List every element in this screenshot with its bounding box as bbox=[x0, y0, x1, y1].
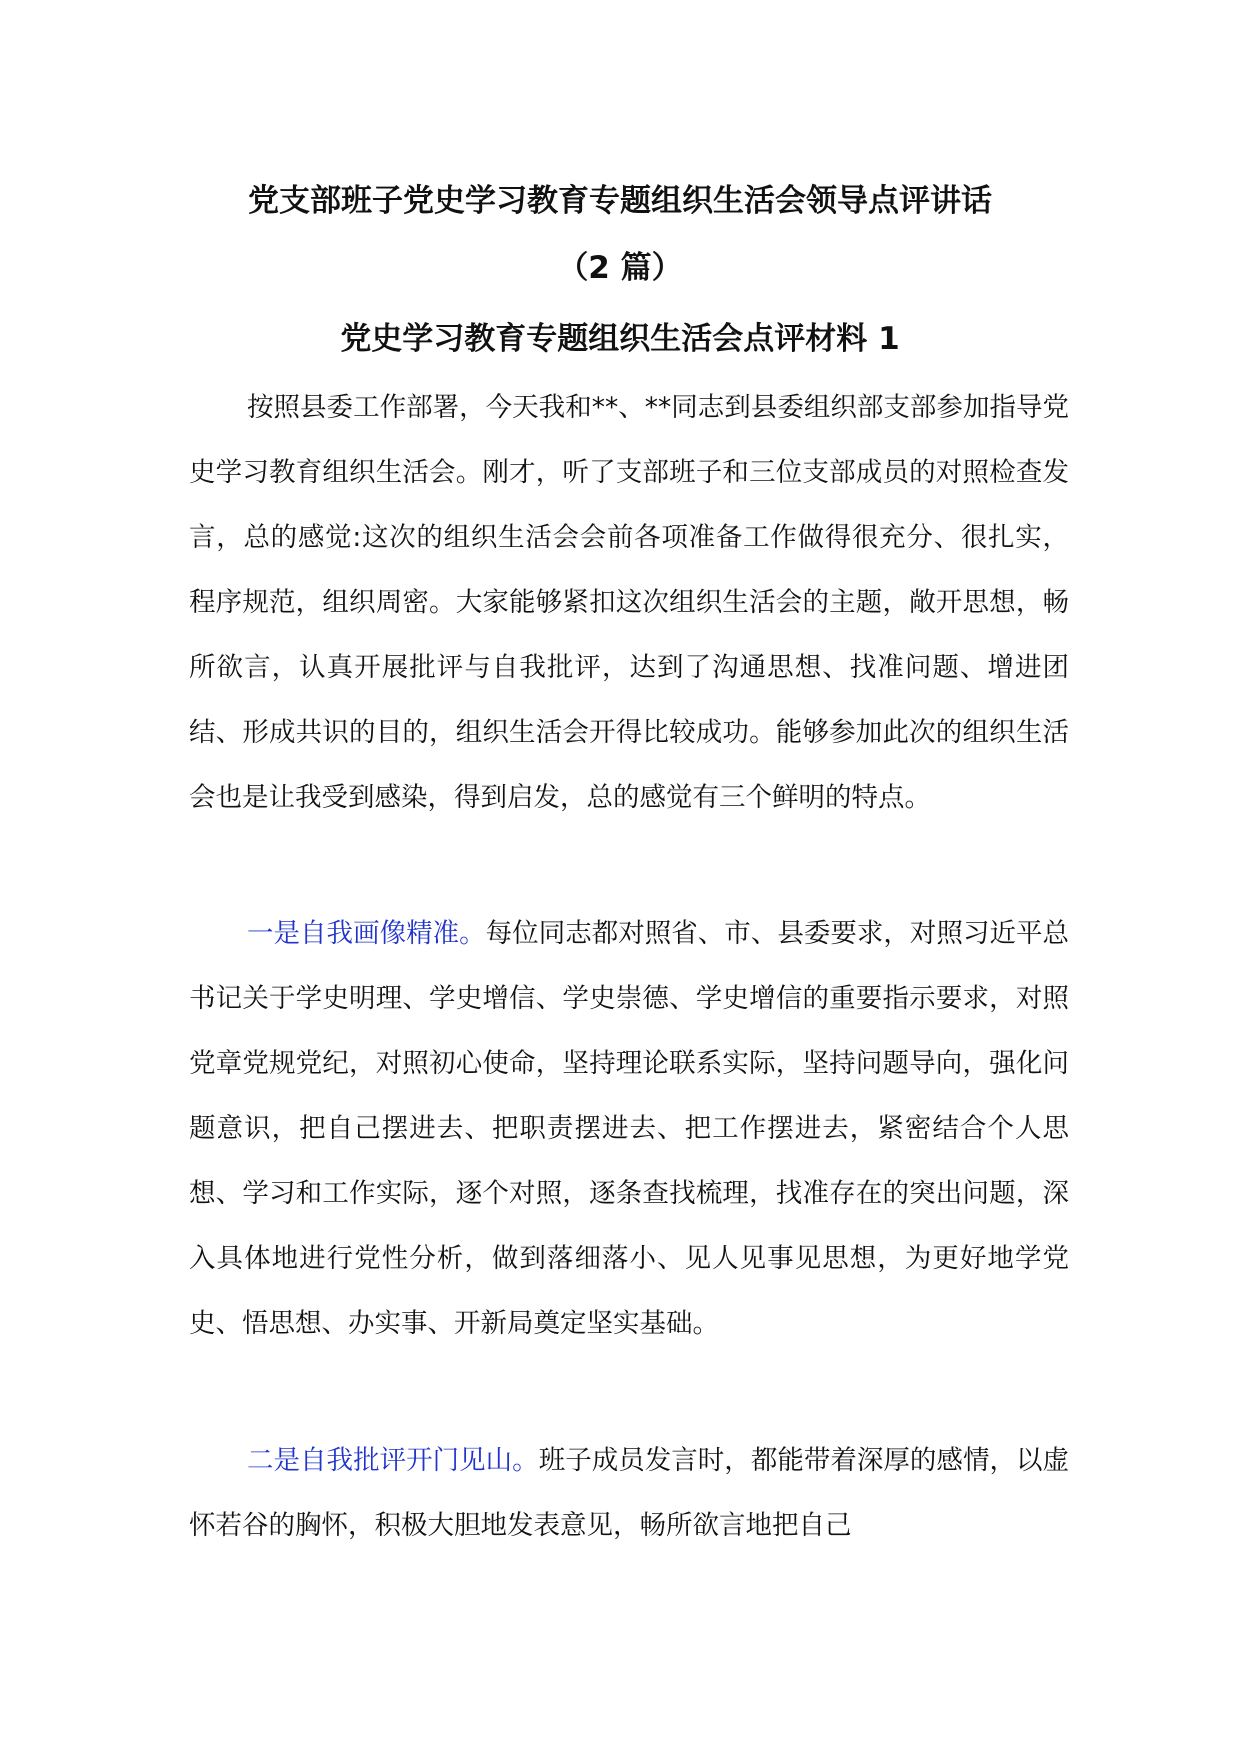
paragraph-text: 班子成员发言时，都能带着深厚的感情，以虚怀若谷的胸怀，积极大胆地发表意见，畅所欲言地把自己 bbox=[189, 1445, 1070, 1541]
paragraph-lead: 一是自我画像精准。 bbox=[247, 918, 486, 949]
document-title-count: （2 篇） bbox=[557, 250, 683, 286]
paragraph-point-2 bbox=[189, 1428, 1069, 1558]
document-subtitle: 党史学习教育专题组织生活会点评材料 1 bbox=[340, 321, 900, 357]
paragraph-text: 按照县委工作部署，今天我和**、**同志到县委组织部支部参加指导党史学习教育组织生活会。刚才，听了支部班子和三位支部成员的对照检查发言，总的感觉:这次的组织生活会会前各项准备工作做得很充分、很扎实，程序规范，组织周密。大家能够紧扣这次组织生活会的主题，敞开思想，畅所欲言，认真开展批评与自我批评，达到了沟通思想、找准问题、增进团结、形成共识的目的，组织生活会开得比较成功。能够参加此次的组织生活会也是让我受到感染，得到启发，总的感觉有三个鲜明的特点。 bbox=[189, 392, 1069, 813]
paragraph-lead: 二是自我批评开门见山。 bbox=[247, 1445, 539, 1476]
paragraph-point-1 bbox=[189, 901, 1069, 1356]
paragraph-text: 每位同志都对照省、市、县委要求，对照习近平总书记关于学史明理、学史增信、学史崇德、学史增信的重要指示要求，对照党章党规党纪，对照初心使命，坚持理论联系实际，坚持问题导向，强化问题意识，把自己摆进去、把职责摆进去、把工作摆进去，紧密结合个人思想、学习和工作实际，逐个对照，逐条查找梳理，找准存在的突出问题，深入具体地进行党性分析，做到落细落小、见人见事见思想，为更好地学党史、悟思想、办实事、开新局奠定坚实基础。 bbox=[189, 918, 1070, 1339]
paragraph-intro bbox=[189, 375, 1069, 830]
document-title: 党支部班子党史学习教育专题组织生活会领导点评讲话 bbox=[248, 183, 992, 219]
